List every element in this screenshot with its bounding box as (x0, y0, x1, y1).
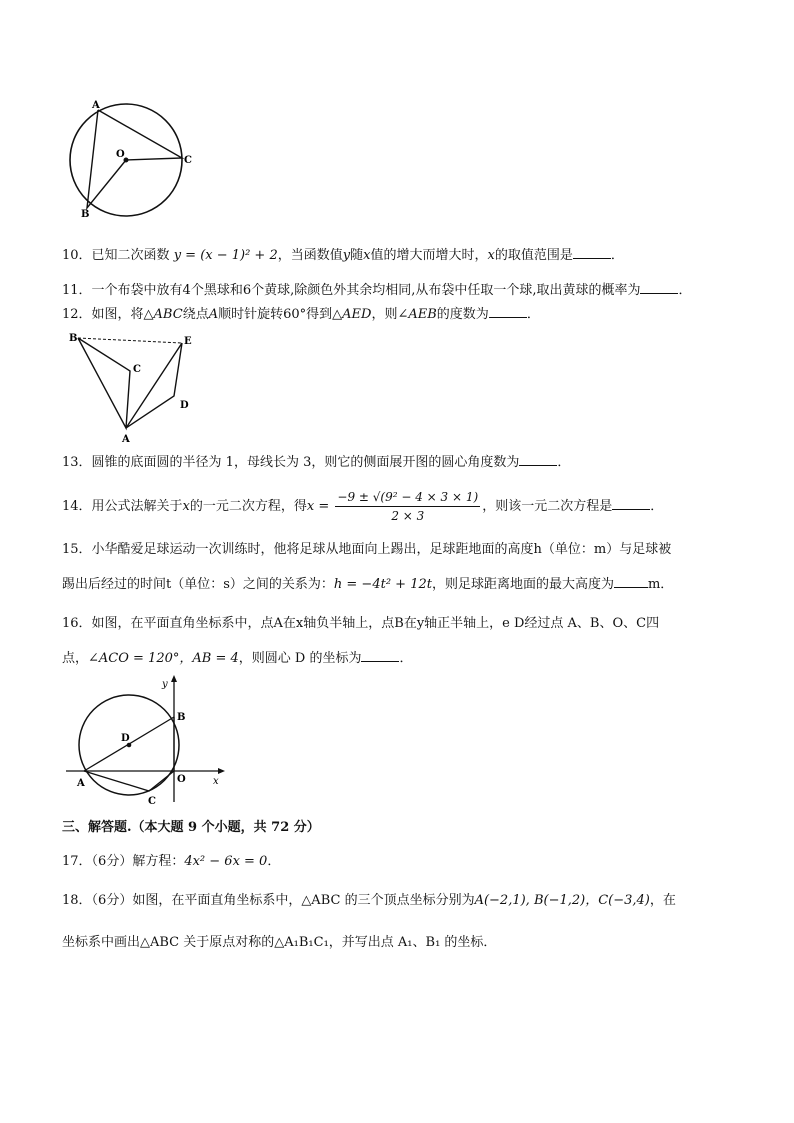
q16-end: ． (399, 651, 413, 666)
q13-text: 13．圆锥的底面圆的半径为 1，母线长为 3，则它的侧面展开图的圆心角度数为 (62, 455, 520, 470)
q14-xeq: x = (306, 499, 330, 514)
label-o: O (116, 149, 125, 160)
q12-aeb: AEB (408, 307, 437, 322)
q12-mid3: ，则∠ (371, 307, 409, 322)
q12-suffix: 的度数为 (436, 307, 489, 322)
q14-x: x (182, 499, 190, 514)
question-11 (62, 281, 692, 300)
question-17 (62, 853, 280, 871)
q10-x: x (363, 248, 371, 263)
label-c: C (148, 796, 156, 807)
q14-numerator: −9 ± √(9² − 4 × 3 × 1) (335, 489, 480, 507)
q13-end: ． (557, 455, 571, 470)
q10-formula: y = (x − 1)² + 2 (173, 248, 278, 263)
q12-mid: 绕点 (182, 307, 209, 322)
label-c: C (184, 155, 192, 166)
q12-prefix: 12．如图，将△ (62, 307, 154, 322)
label-y: y (162, 679, 168, 690)
figure-circle-abc (62, 95, 202, 225)
question-16-line2 (62, 649, 412, 668)
answer-blank[interactable] (519, 453, 557, 466)
answer-blank[interactable] (614, 575, 648, 588)
q15-line2-prefix: 踢出后经过的时间t（单位：s）之间的关系为： (62, 577, 334, 592)
q12-aed: AED (342, 307, 372, 322)
q12-abc: ABC (153, 307, 183, 322)
label-c: C (133, 364, 141, 375)
q18-line1-suffix: ，在 (649, 893, 676, 908)
question-15-line1 (62, 541, 671, 559)
q15-line2-suffix: ，则足球距离地面的最大高度为 (431, 577, 614, 592)
q15-unit: m． (647, 577, 674, 592)
answer-blank[interactable] (573, 246, 611, 259)
q11-end: ． (678, 283, 692, 298)
q10-x2: x (487, 248, 495, 263)
q12-end: ． (526, 307, 540, 322)
q10-mid: ，当函数值 (277, 248, 343, 263)
q12-mid2: 顺时针旋转60°得到△ (218, 307, 343, 322)
label-b: B (81, 209, 90, 220)
q16-line1: 16．如图，在平面直角坐标系中，点A在x轴负半轴上，点B在y轴正半轴上，e D经过点 A、B、O、C四 (62, 616, 660, 631)
label-d: D (121, 733, 130, 744)
q10-suffix: 的取值范围是 (494, 248, 573, 263)
question-14 (62, 486, 663, 528)
label-b: B (69, 333, 78, 344)
question-16-line1 (62, 615, 659, 633)
label-a: A (77, 778, 85, 789)
q17-formula: 4x² − 6x = 0 (184, 854, 268, 869)
q17-end: ． (267, 854, 281, 869)
q15-line1: 15．小华酷爱足球运动一次训练时，他将足球从地面向上踢出，足球距地面的高度h（单位：m）与足球被 (62, 542, 672, 557)
answer-blank[interactable] (612, 497, 650, 510)
q17-prefix: 17．（6分）解方程： (62, 854, 185, 869)
figure-coordinate-circle (62, 674, 230, 810)
question-10 (62, 246, 624, 265)
q11-text: 11．一个布袋中放有4个黑球和6个黄球,除颜色外其余均相同,从布袋中任取一个球,取出黄球的概率为 (62, 283, 641, 298)
question-18-line1 (62, 892, 676, 910)
label-x: x (213, 776, 219, 787)
label-o: O (177, 774, 186, 785)
q18-coords: A(−2,1), B(−1,2)，C(−3,4) (474, 893, 650, 908)
q14-end: ． (650, 499, 664, 514)
q10-mid2: 随 (350, 248, 364, 263)
q15-formula: h = −4t² + 12t (333, 577, 432, 592)
q14-denominator: 2 × 3 (391, 509, 425, 523)
q14-mid: 的一元二次方程，得 (189, 499, 307, 514)
answer-blank[interactable] (489, 305, 527, 318)
answer-blank[interactable] (361, 649, 399, 662)
label-a: A (122, 434, 130, 445)
question-18-line2 (62, 934, 496, 952)
section-heading: 三、解答题.（本大题 9 个小题，共 72 分） (62, 820, 320, 835)
q10-end: ． (610, 248, 624, 263)
q14-prefix: 14．用公式法解关于 (62, 499, 183, 514)
label-d: D (180, 400, 189, 411)
q14-fraction (335, 489, 480, 524)
q16-line2-prefix: 点， (62, 651, 89, 666)
answer-blank[interactable] (640, 281, 678, 294)
q18-line2: 坐标系中画出△ABC 关于原点对称的△A₁B₁C₁，并写出点 A₁、B₁ 的坐标． (62, 935, 497, 950)
q10-mid3: 值的增大而增大时， (370, 248, 488, 263)
label-a: A (92, 100, 100, 111)
question-15-line2 (62, 575, 673, 594)
q10-y: y (342, 248, 351, 263)
question-13 (62, 453, 570, 472)
q10-prefix: 10．已知二次函数 (62, 248, 170, 263)
q16-condition: ∠ACO = 120°，AB = 4 (88, 651, 239, 666)
q16-line2-suffix: ，则圆心 D 的坐标为 (238, 651, 362, 666)
question-12 (62, 305, 540, 324)
q14-suffix: ，则该一元二次方程是 (482, 499, 613, 514)
q18-line1-prefix: 18．（6分）如图，在平面直角坐标系中，△ABC 的三个顶点坐标分别为 (62, 893, 475, 908)
label-b: B (177, 712, 186, 723)
label-e: E (184, 336, 192, 347)
figure-rotation (62, 328, 197, 446)
q12-a: A (208, 307, 219, 322)
